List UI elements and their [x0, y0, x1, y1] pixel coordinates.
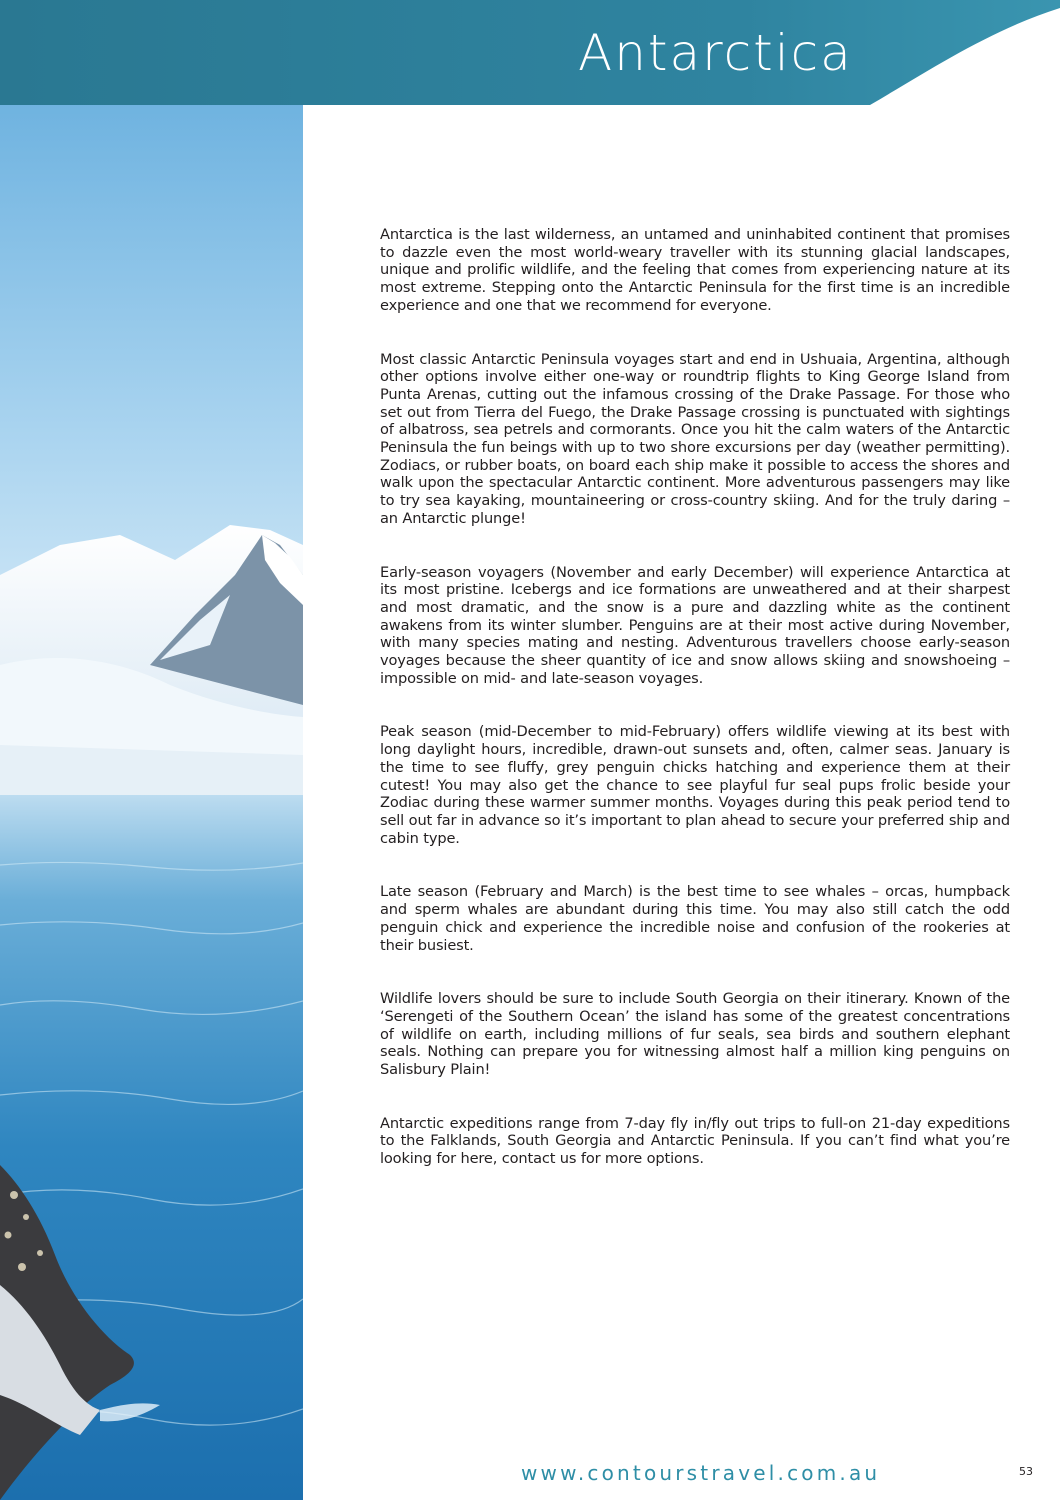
article-body [380, 226, 1010, 1204]
article-paragraph-early-season: Early-season voyagers (November and early December) will experience Antarctica at its most pristine. Icebergs and ice formations are unweathered and at their sharpest and most dramatic, and the snow is a pure and dazzling white as the continent awakens from its winter slumber. Penguins are at their most active during November, with many species mating and nesting. Adventurous travellers choose early-season voyages because the sheer quantity of ice and snow allows skiing and snowshoeing – impossible on mid- and late-season voyages. [380, 563, 1010, 687]
page-title: Antarctica [578, 24, 853, 82]
article-paragraph-south-georgia: Wildlife lovers should be sure to include South Georgia on their itinerary. Known of the ‘Serengeti of the Southern Ocean’ the island has some of the greatest concentrations of wildlife on earth, including millions of fur seals, sea birds and southern elephant seals. Nothing can prepare you for witnessing almost half a million king penguins on Salisbury Plain! [380, 990, 1010, 1079]
website-link[interactable]: www.contourstravel.com.au [521, 1461, 881, 1485]
article-paragraph-late-season: Late season (February and March) is the best time to see whales – orcas, humpback and sperm whales are abundant during this time. You may also still catch the odd penguin chick and experience the incredible noise and confusion of the rookeries at their busiest. [380, 883, 1010, 954]
article-paragraph-intro: Antarctica is the last wilderness, an untamed and uninhabited continent that promises to dazzle even the most world-weary traveller with its stunning glacial landscapes, unique and prolific wildlife, and the feeling that comes from experiencing nature at its most extreme. Stepping onto the Antarctic Peninsula for the first time is an incredible experience and one that we recommend for everyone. [380, 226, 1010, 314]
antarctic-landscape-illustration [0, 105, 303, 1500]
header-banner [0, 0, 1060, 105]
header-wave-graphic [0, 0, 1060, 105]
article-paragraph-voyages: Most classic Antarctic Peninsula voyages start and end in Ushuaia, Argentina, although other options involve either one-way or roundtrip flights to King George Island from Punta Arenas, cutting out the infamous crossing of the Drake Passage. For those who set out from Tierra del Fuego, the Drake Passage crossing is punctuated with sightings of albatross, sea petrels and cormorants. Once you hit the calm waters of the Antarctic Peninsula the fun beings with up to two shore excursions per day (weather permitting). Zodiacs, or rubber boats, on board each ship make it possible to access the shores and walk upon the spectacular Antarctic continent. More adventurous passengers may like to try sea kayaking, mountaineering or cross-country skiing. And for the truly daring – an Antarctic plunge! [380, 350, 1010, 527]
antarctic-landscape-photo [0, 105, 303, 1500]
article-paragraph-peak-season: Peak season (mid-December to mid-February) offers wildlife viewing at its best with long daylight hours, incredible, drawn-out sunsets and, often, calmer seas. January is the time to see fluffy, grey penguin chicks hatching and experience them at their cutest! You may also get the chance to see playful fur seal pups frolic beside your Zodiac during these warmer summer months. Voyages during this peak period tend to sell out far in advance so it’s important to plan ahead to secure your preferred ship and cabin type. [380, 723, 1010, 847]
page-number: 53 [1019, 1465, 1033, 1478]
article-paragraph-expeditions: Antarctic expeditions range from 7-day fly in/fly out trips to full-on 21-day expeditions to the Falklands, South Georgia and Antarctic Peninsula. If you can’t find what you’re looking for here, contact us for more options. [380, 1114, 1010, 1168]
